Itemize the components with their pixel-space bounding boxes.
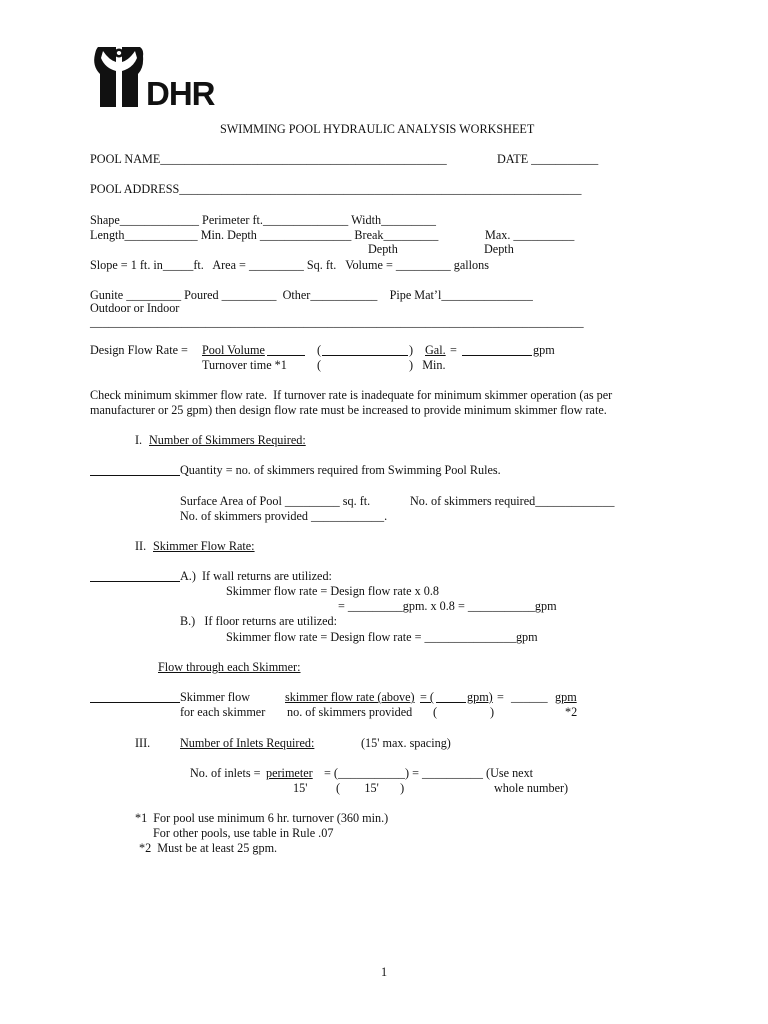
outdoor-indoor-label: Outdoor or Indoor: [90, 301, 180, 315]
shape-row[interactable]: Shape_____________ Perimeter ft.______________ Width_________: [90, 213, 436, 227]
dhr-logo: [92, 44, 146, 111]
whole-number-label: whole number): [494, 781, 569, 795]
section-2-numeral: II.: [135, 539, 147, 553]
volume-underline: [267, 355, 305, 356]
skimmer-flow-input-line[interactable]: [90, 581, 180, 582]
paren-close: ): [409, 343, 414, 357]
pool-name-field[interactable]: POOL NAME_______________________________________________: [90, 152, 447, 166]
construction-row[interactable]: Gunite _________ Poured _________ Other___________ Pipe Mat’l_______________: [90, 288, 533, 302]
length-row[interactable]: Length____________ Min. Depth _______________ Break_________: [90, 228, 439, 242]
paren-open-2: (: [317, 358, 322, 372]
note-1: *1 For pool use minimum 6 hr. turnover (360 min.): [135, 811, 389, 825]
section-1-numeral: I.: [135, 433, 143, 447]
fifteen-paren-label: ( 15' ): [336, 781, 405, 795]
gal-label: Gal.: [425, 343, 446, 357]
inlets-calc[interactable]: = (___________) = __________ (Use next: [324, 766, 534, 780]
eq-paren-label: = (: [420, 690, 434, 704]
wall-returns-formula: Skimmer flow rate = Design flow rate x 0.8: [226, 584, 439, 598]
note-1-continued: For other pools, use table in Rule .07: [153, 826, 334, 840]
check-text-line-1: Check minimum skimmer flow rate. If turnover rate is inadequate for minimum skimmer operation (as per: [90, 388, 613, 402]
section-2-heading: Skimmer Flow Rate:: [153, 539, 255, 553]
max-spacing-label: (15' max. spacing): [361, 736, 451, 750]
skimmers-provided-field[interactable]: No. of skimmers provided ____________.: [180, 509, 388, 523]
wall-returns-calc[interactable]: = _________gpm. x 0.8 = ___________gpm: [338, 599, 557, 613]
fifteen-label: 15': [293, 781, 308, 795]
date-field[interactable]: DATE ___________: [497, 152, 599, 166]
flow-each-skimmer-heading: Flow through each Skimmer:: [158, 660, 301, 674]
gpm-result-label: gpm: [555, 690, 577, 704]
skimmers-required-field[interactable]: No. of skimmers required_____________: [410, 494, 615, 508]
surface-area-field[interactable]: Surface Area of Pool _________ sq. ft.: [180, 494, 371, 508]
section-3-heading: Number of Inlets Required:: [180, 736, 315, 750]
skimmer-flow-label: Skimmer flow: [180, 690, 251, 704]
outdoor-indoor-line[interactable]: _________________________________________________________________________________: [90, 315, 584, 329]
slope-row[interactable]: Slope = 1 ft. in_____ft. Area = _________ Sq. ft. Volume = _________ gallons: [90, 258, 489, 272]
volume-input-line[interactable]: [322, 355, 408, 356]
page-number: 1: [381, 965, 388, 979]
paren-open-3: (: [433, 705, 438, 719]
pool-address-field[interactable]: POOL ADDRESS__________________________________________________________________: [90, 182, 582, 196]
paren-close-3: ): [490, 705, 495, 719]
dhr-logo-mark-icon: [92, 44, 146, 107]
pool-volume-label: Pool Volume: [202, 343, 265, 357]
note-2-marker: *2: [565, 705, 578, 719]
turnover-label: Turnover time *1: [202, 358, 287, 372]
check-text-line-2: manufacturer or 25 gpm) then design flow rate must be increased to provide minimum skimmer flow rate.: [90, 403, 607, 417]
section-1-heading: Number of Skimmers Required:: [149, 433, 306, 447]
turnover-min-label: ) Min.: [409, 358, 446, 372]
eq-sign: =: [497, 690, 504, 704]
logo-text: DHR: [146, 75, 215, 112]
equals-sign: =: [450, 343, 457, 357]
note-2: *2 Must be at least 25 gpm.: [139, 841, 278, 855]
page-title: SWIMMING POOL HYDRAULIC ANALYSIS WORKSHEET: [220, 122, 535, 136]
no-skimmers-provided-label: no. of skimmers provided: [287, 705, 413, 719]
for-each-skimmer-label: for each skimmer: [180, 705, 266, 719]
gpm-input-line[interactable]: [436, 702, 466, 703]
break-depth-label: Depth: [368, 242, 398, 256]
quantity-input-line[interactable]: [90, 475, 180, 476]
paren-open: (: [317, 343, 322, 357]
quantity-text: Quantity = no. of skimmers required from Swimming Pool Rules.: [180, 463, 501, 477]
section-3-numeral: III.: [135, 736, 151, 750]
gpm-close-label: gpm): [467, 690, 493, 704]
design-flow-input-line[interactable]: [462, 355, 532, 356]
inlets-label: No. of inlets =: [190, 766, 261, 780]
rate-above-label: skimmer flow rate (above): [285, 690, 415, 704]
floor-returns-formula[interactable]: Skimmer flow rate = Design flow rate = _______________gpm: [226, 630, 538, 644]
gpm-label: gpm: [533, 343, 555, 357]
perimeter-label: perimeter: [266, 766, 313, 780]
max-depth-field[interactable]: Max. __________: [485, 228, 575, 242]
floor-returns-label: B.) If floor returns are utilized:: [180, 614, 338, 628]
result-blank[interactable]: ______: [511, 690, 548, 704]
max-depth-label: Depth: [484, 242, 514, 256]
design-flow-label: Design Flow Rate =: [90, 343, 188, 357]
flow-each-input-line[interactable]: [90, 702, 180, 703]
wall-returns-label: A.) If wall returns are utilized:: [180, 569, 332, 583]
